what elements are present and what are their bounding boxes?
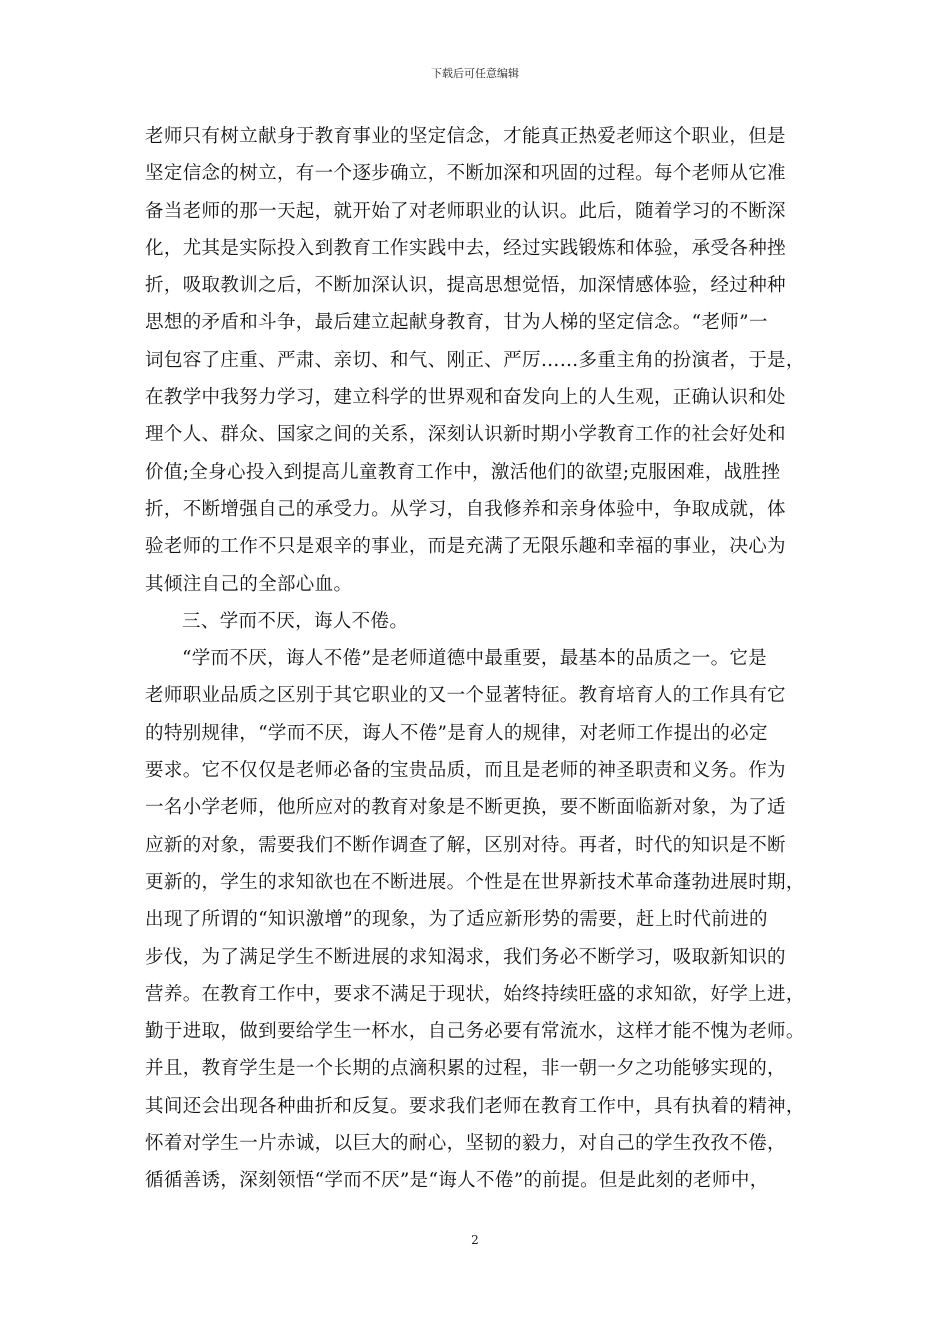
body-line: 理个人、群众、国家之间的关系，深刻认识新时期小学教育工作的社会好处和 xyxy=(145,424,786,446)
body-line: 营养。在教育工作中，要求不满足于现状，始终持续旺盛的求知欲，好学上进， xyxy=(145,983,805,1005)
body-line: 出现了所谓的“知识激增”的现象，为了适应新形势的需要，赶上时代前进的 xyxy=(145,909,768,931)
body-line: 应新的对象，需要我们不断作调查了解，区别对待。再者，时代的知识是不断 xyxy=(145,834,786,856)
body-line: 的特别规律，“学而不厌，诲人不倦”是育人的规律，对老师工作提出的必定 xyxy=(145,722,768,744)
body-line: 其间还会出现各种曲折和反复。要求我们老师在教育工作中，具有执着的精神， xyxy=(145,1095,805,1117)
body-line: 思想的矛盾和斗争，最后建立起献身教育，甘为人梯的坚定信念。“老师”一 xyxy=(145,312,768,334)
page-header: 下载后可任意编辑 xyxy=(431,67,519,80)
body-line: 折，不断增强自己的承受力。从学习，自我修养和亲身体验中，争取成就，体 xyxy=(145,498,786,520)
body-line: 老师职业品质之区别于其它职业的又一个显著特征。教育培育人的工作具有它 xyxy=(145,685,786,707)
body-line: 在教学中我努力学习，建立科学的世界观和奋发向上的人生观，正确认识和处 xyxy=(145,387,786,409)
body-line: 步伐，为了满足学生不断进展的求知渴求，我们务必不断学习，吸取新知识的 xyxy=(145,946,786,968)
body-line: 要求。它不仅仅是老师必备的宝贵品质，而且是老师的神圣职责和义务。作为 xyxy=(145,760,786,782)
body-line: 价值;全身心投入到提高儿童教育工作中，激活他们的欲望;克服困难，战胜挫 xyxy=(145,461,781,483)
body-line: 并且，教育学生是一个长期的点滴积累的过程，非一朝一夕之功能够实现的， xyxy=(145,1058,786,1080)
body-line: 备当老师的那一天起，就开始了对老师职业的认识。此后，随着学习的不断深 xyxy=(145,200,786,222)
body-line: 词包容了庄重、严肃、亲切、和气、刚正、严厉……多重主角的扮演者，于是， xyxy=(145,349,805,371)
body-line: 坚定信念的树立，有一个逐步确立，不断加深和巩固的过程。每个老师从它准 xyxy=(145,163,786,185)
body-line: 化，尤其是实际投入到教育工作实践中去，经过实践锻炼和体验，承受各种挫 xyxy=(145,237,786,259)
body-line: “学而不厌，诲人不倦”是老师道德中最重要，最基本的品质之一。它是 xyxy=(182,648,768,670)
body-line: 老师只有树立献身于教育事业的坚定信念，才能真正热爱老师这个职业，但是 xyxy=(145,126,786,147)
body-line: 其倾注自己的全部心血。 xyxy=(145,573,353,595)
page-number: 2 xyxy=(471,1233,479,1247)
body-line: 更新的，学生的求知欲也在不断进展。个性是在世界新技术革命蓬勃进展时期， xyxy=(145,871,805,893)
body-line: 循循善诱，深刻领悟“学而不厌”是“诲人不倦”的前提。但是此刻的老师中， xyxy=(145,1170,769,1192)
section-heading: 三、学而不厌，诲人不倦。 xyxy=(182,610,409,632)
body-line: 怀着对学生一片赤诚，以巨大的耐心，坚韧的毅力，对自己的学生孜孜不倦， xyxy=(145,1133,786,1155)
body-line: 勤于进取，做到要给学生一杯水，自己务必要有常流水，这样才能不愧为老师。 xyxy=(145,1021,805,1043)
document-body xyxy=(145,118,807,1200)
body-line: 折，吸取教训之后，不断加深认识，提高思想觉悟，加深情感体验，经过种种 xyxy=(145,275,786,297)
body-line: 验老师的工作不只是艰辛的事业，而是充满了无限乐趣和幸福的事业，决心为 xyxy=(145,536,786,558)
body-line: 一名小学老师，他所应对的教育对象是不断更换，要不断面临新对象，为了适 xyxy=(145,797,786,819)
